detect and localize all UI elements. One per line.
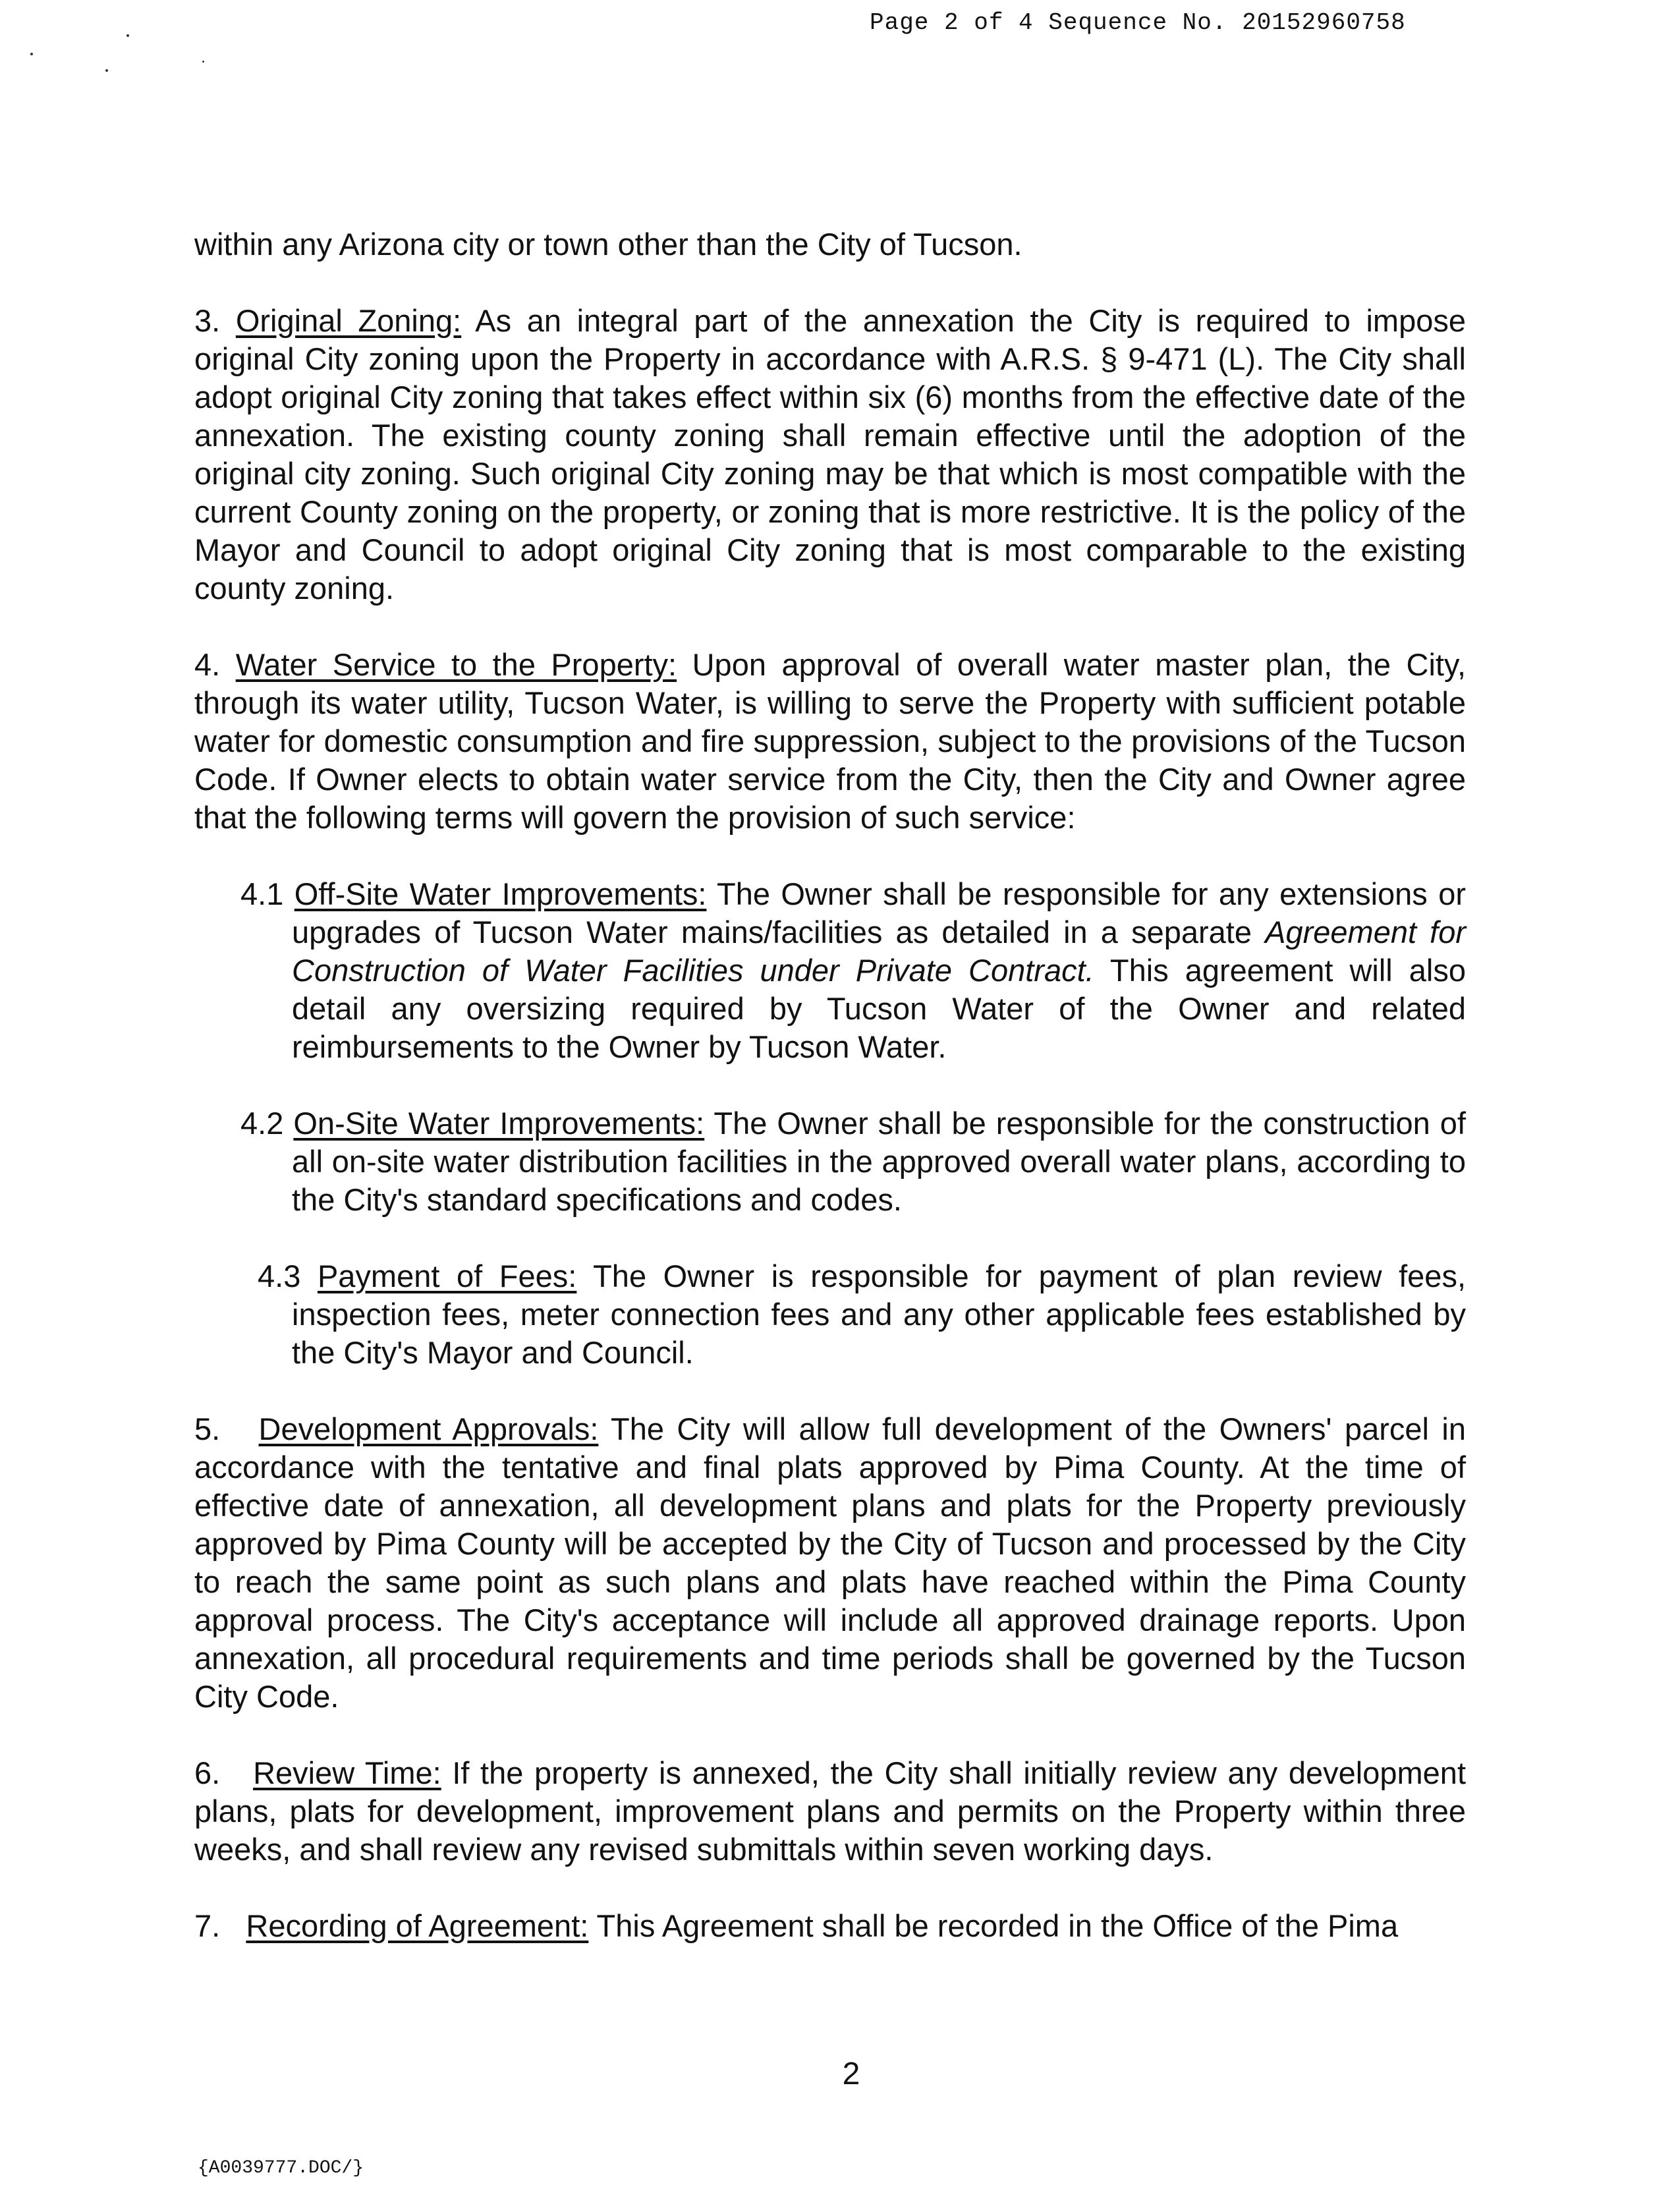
agreement-title: Agreement for Construction of Water Facilities under Private Contract. (292, 915, 1467, 988)
scan-speck (126, 34, 129, 37)
section-heading: Original Zoning: (235, 303, 462, 338)
section-heading: Recording of Agreement: (246, 1908, 589, 1943)
section-4-water-service (194, 646, 1466, 837)
section-number: 7. (194, 1908, 221, 1943)
section-heading: Development Approvals: (258, 1411, 599, 1446)
section-number: 4. (194, 647, 221, 682)
section-text: If the property is annexed, the City shall initially review any development plans, plats for development, improvement plans and permits on the Property within three weeks, and shall review any revised submittals within seven working days. (194, 1755, 1466, 1867)
scan-speck (202, 61, 204, 63)
section-text: This Agreement shall be recorded in the Office of the Pima (596, 1908, 1399, 1943)
scan-speck (105, 69, 108, 72)
section-5-development-approvals (194, 1410, 1466, 1716)
section-6-review-time (194, 1754, 1466, 1869)
section-text: The Owner is responsible for payment of plan review fees, inspection fees, meter connection fees and any other applicable fees established by the City's Mayor and Council. (292, 1259, 1466, 1370)
section-text: The Owner shall be responsible for the construction of all on-site water distribution facilities in the approved overall water plans, according to the City's standard specifications and codes. (292, 1106, 1467, 1217)
section-number: 4.3 (258, 1259, 301, 1293)
page-header-sequence: Page 2 of 4 Sequence No. 20152960758 (870, 9, 1406, 36)
scan-speck (30, 53, 33, 55)
section-text: Upon approval of overall water master plan, the City, through its water utility, Tucson Water, is willing to serve the Property with sufficient potable water for domestic consumption and fire suppression, subject to the provisions of the Tucson Code. If Owner elects to obtain water service from the City, then the City and Owner agree that the following terms will govern the provision of such service: (194, 647, 1467, 835)
section-number: 4.2 (240, 1106, 284, 1141)
section-4-1-off-site (194, 875, 1466, 1066)
page-number: 2 (842, 2056, 860, 2091)
section-text: The City will allow full development of the Owners' parcel in accordance with the tentative and final plats approved by Pima County. At the time of effective date of annexation, all development plans and plats for the Property previously approved by Pima County will be accepted by the City of Tucson and processed by the City to reach the same point as such plans and plats have reached within the Pima County approval process. The City's acceptance will include all approved drainage reports. Upon annexation, all procedural requirements and time periods shall be governed by the Tucson City Code. (194, 1411, 1466, 1714)
section-heading: Off-Site Water Improvements: (294, 876, 707, 911)
section-heading: On-Site Water Improvements: (293, 1106, 705, 1141)
section-heading: Review Time: (253, 1755, 441, 1790)
section-text: As an integral part of the annexation the City is required to impose original City zoning upon the Property in accordance with A.R.S. § 9-471 (L). The City shall adopt original City zoning that takes effect within six (6) months from the effective date of the annexation. The existing county zoning shall remain effective until the adoption of the original city zoning. Such original City zoning may be that which is most compatible with the current County zoning on the property, or zoning that is more restrictive. It is the policy of the Mayor and Council to adopt original City zoning that is most comparable to the existing county zoning. (194, 303, 1467, 606)
section-3-original-zoning (194, 302, 1466, 608)
section-heading: Water Service to the Property: (235, 647, 677, 682)
section-number: 4.1 (240, 876, 284, 911)
section-4-3-fees (194, 1257, 1466, 1372)
section-text: The Owner shall be responsible for any extensions or upgrades of Tucson Water mains/facilities as detailed in a separate (292, 876, 1466, 950)
intro-line: within any Arizona city or town other than the City of Tucson. (194, 227, 1022, 262)
section-7-recording (194, 1907, 1466, 1945)
document-reference: {A0039777.DOC/} (198, 2158, 364, 2178)
section-heading: Payment of Fees: (317, 1259, 577, 1293)
section-number: 3. (194, 303, 221, 338)
document-body (194, 225, 1466, 1983)
section-number: 6. (194, 1755, 221, 1790)
section-text: This agreement will also detail any oversizing required by Tucson Water of the Owner and related reimbursements to the Owner by Tucson Water. (292, 953, 1466, 1064)
section-number: 5. (194, 1411, 221, 1446)
section-4-2-on-site (194, 1104, 1466, 1219)
